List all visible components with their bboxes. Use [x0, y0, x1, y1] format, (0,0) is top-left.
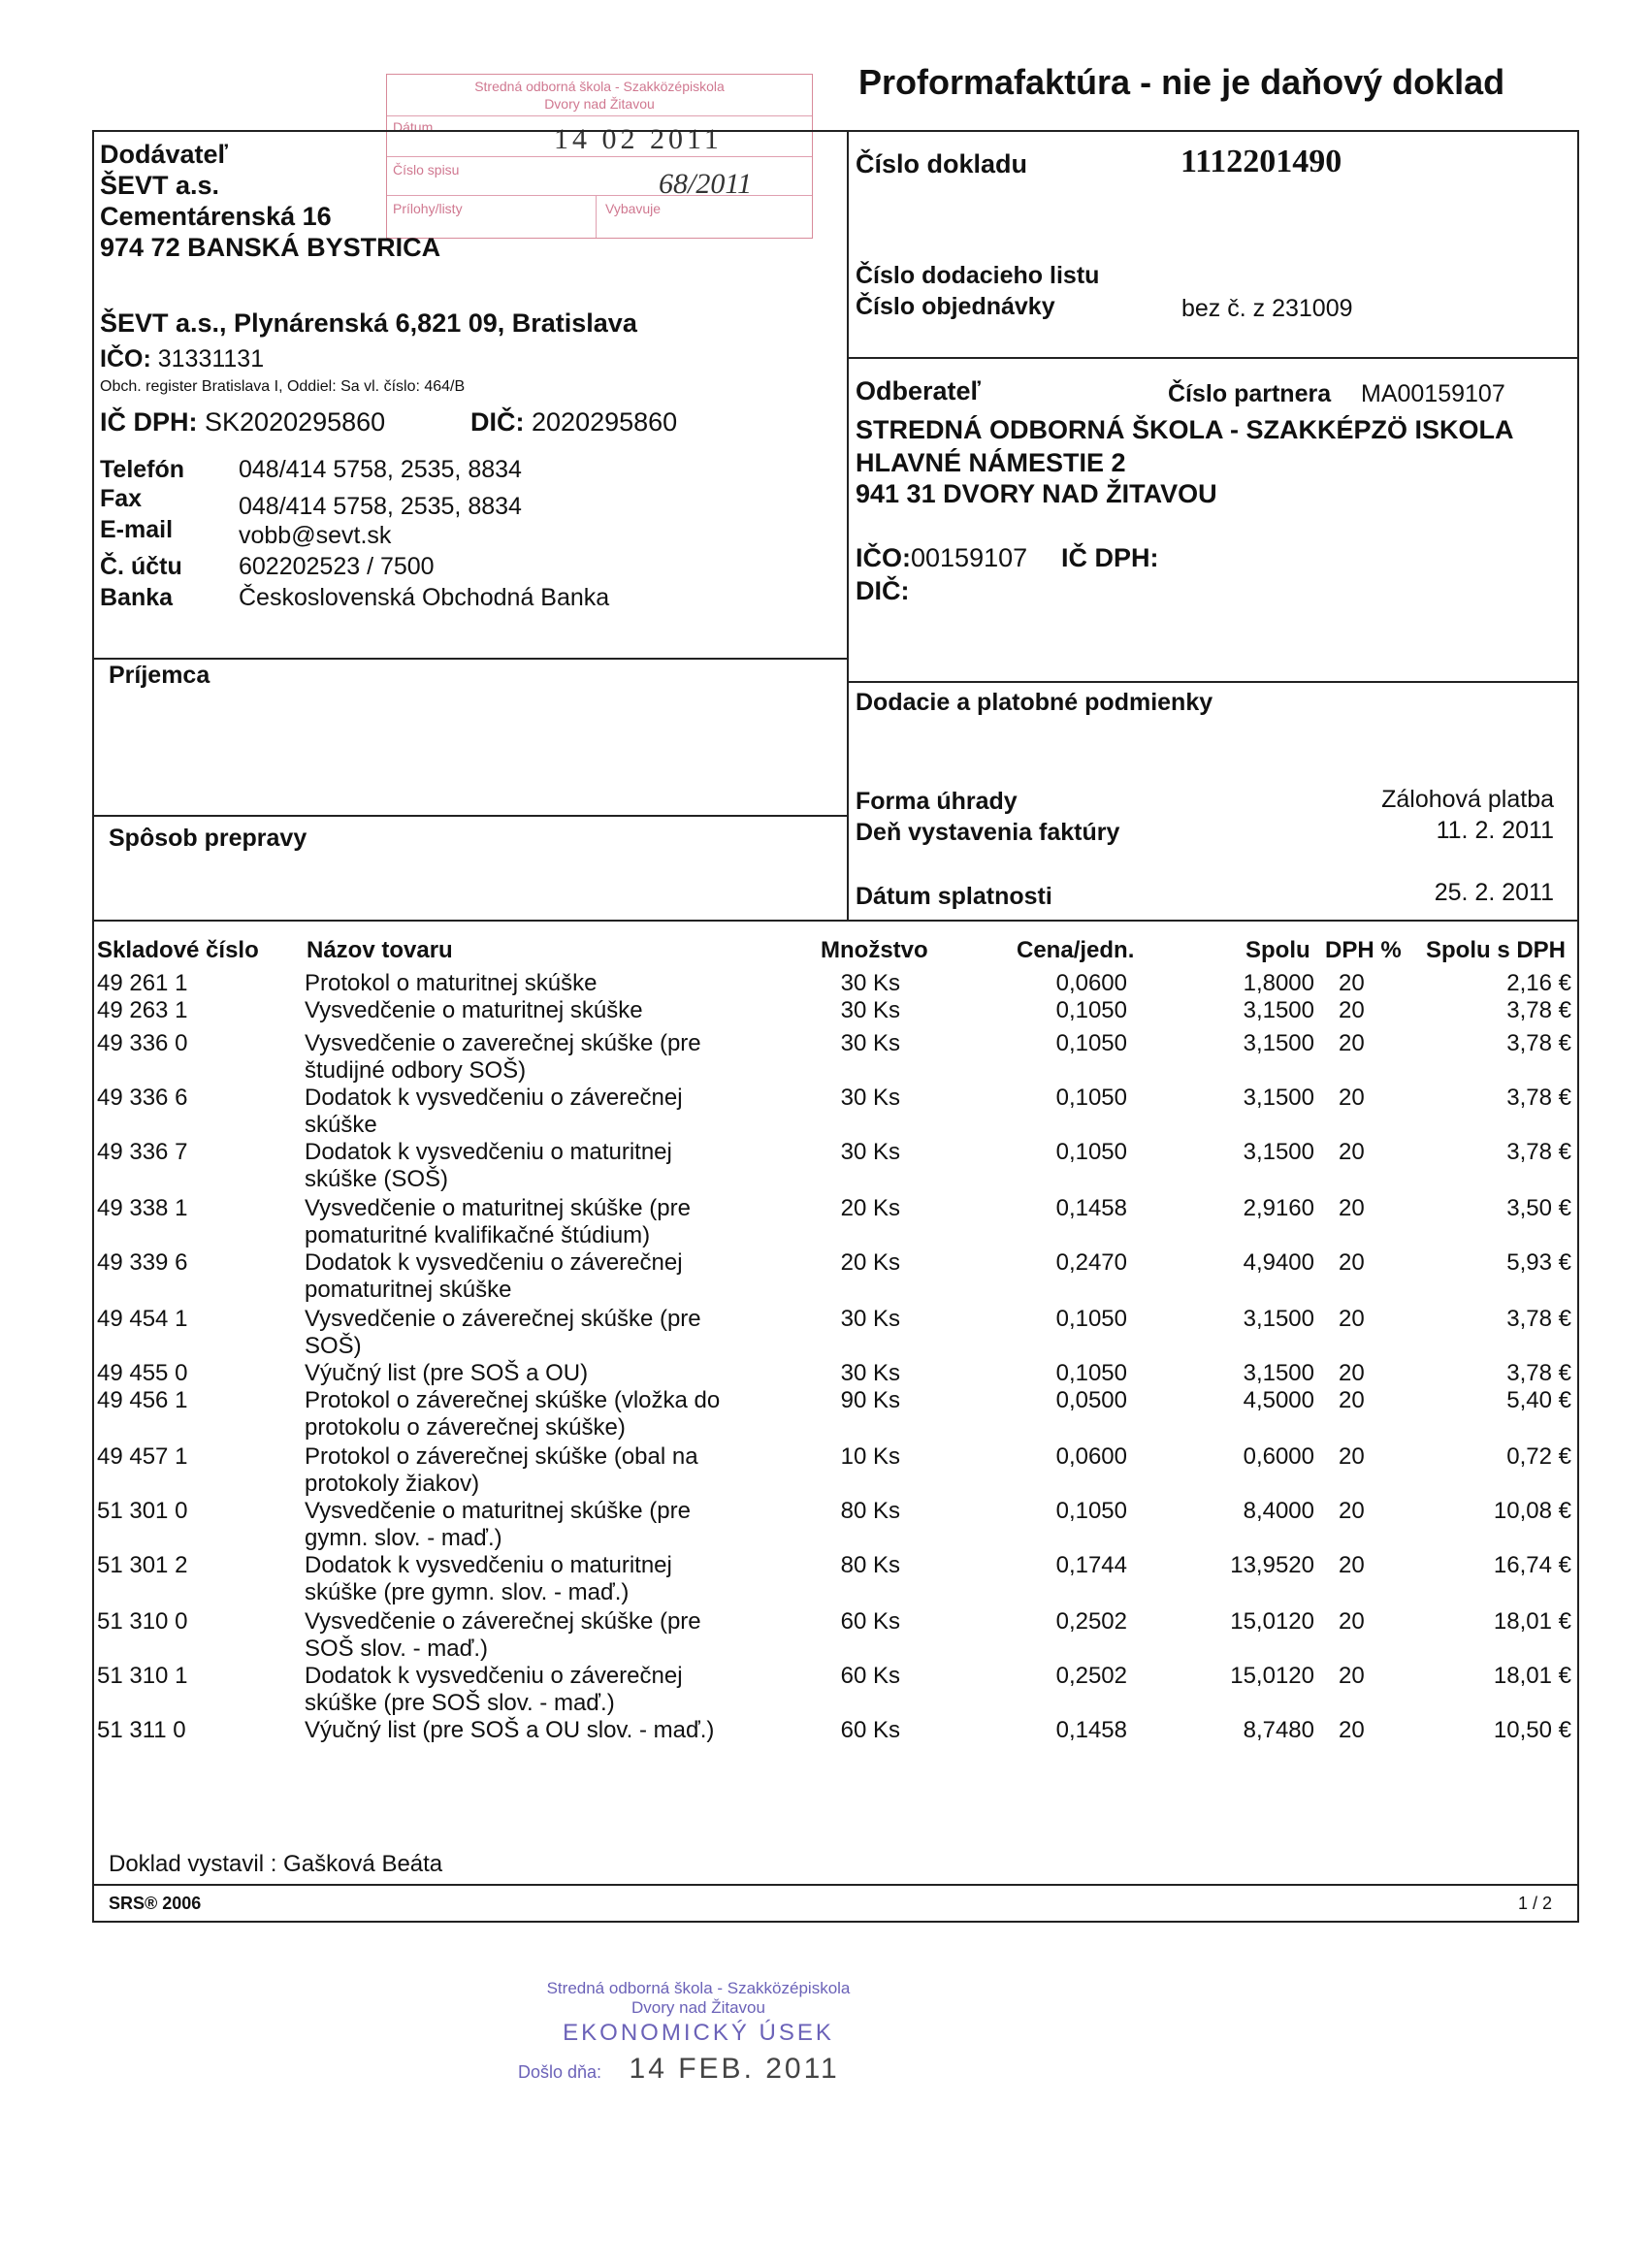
issue-date-label: Deň vystavenia faktúry	[856, 819, 1120, 846]
row-quantity: 60 Ks	[840, 1663, 900, 1689]
row-name: Vysvedčenie o maturitnej skúške	[305, 997, 643, 1023]
header-name: Názov tovaru	[307, 937, 453, 963]
row-sku: 49 456 1	[97, 1387, 188, 1413]
row-quantity: 30 Ks	[840, 1139, 900, 1165]
row-unit-price: 0,1458	[1055, 1717, 1127, 1743]
due-date-label: Dátum splatnosti	[856, 883, 1052, 910]
row-unit-price: 0,1050	[1055, 1306, 1127, 1332]
row-vat: 20	[1339, 970, 1365, 996]
row-unit-price: 0,0500	[1055, 1387, 1127, 1413]
supplier-fax: 048/414 5758, 2535, 8834	[239, 493, 522, 520]
supplier-icdph-label: IČ DPH:	[100, 407, 198, 437]
due-date: 25. 2. 2011	[1434, 879, 1554, 906]
supplier-bank: Československá Obchodná Banka	[239, 584, 610, 611]
row-total: 15,0120	[1230, 1663, 1314, 1689]
row-unit-price: 0,2502	[1055, 1608, 1127, 1635]
row-unit-price: 0,2470	[1055, 1249, 1127, 1276]
row-name: Dodatok k vysvedčeniu o záverečnej skúške (pre SOŠ slov. - maď.)	[305, 1663, 683, 1716]
row-sku: 51 310 0	[97, 1608, 188, 1635]
row-total-vat: 10,08 €	[1493, 1498, 1571, 1524]
supplier-icdph: SK2020295860	[205, 407, 386, 437]
row-unit-price: 0,0600	[1055, 970, 1127, 996]
row-quantity: 30 Ks	[840, 1360, 900, 1386]
row-total: 4,5000	[1243, 1387, 1314, 1413]
order-number-label: Číslo objednávky	[856, 293, 1055, 320]
row-total-vat: 3,78 €	[1506, 997, 1571, 1023]
row-vat: 20	[1339, 1085, 1365, 1111]
payment-form: Zálohová platba	[1381, 786, 1554, 813]
row-total-vat: 3,78 €	[1506, 1360, 1571, 1386]
row-total-vat: 3,78 €	[1506, 1085, 1571, 1111]
row-sku: 49 457 1	[97, 1443, 188, 1470]
row-total-vat: 10,50 €	[1493, 1717, 1571, 1743]
order-number: bez č. z 231009	[1181, 295, 1353, 322]
customer-dic-label: DIČ:	[856, 576, 910, 605]
row-vat: 20	[1339, 1360, 1365, 1386]
row-total: 8,7480	[1243, 1717, 1314, 1743]
transport-label: Spôsob prepravy	[109, 825, 307, 852]
row-vat: 20	[1339, 1249, 1365, 1276]
customer-ico: 00159107	[911, 543, 1028, 572]
row-vat: 20	[1339, 997, 1365, 1023]
row-total: 3,1500	[1243, 1085, 1314, 1111]
row-total: 4,9400	[1243, 1249, 1314, 1276]
delivery-note-label: Číslo dodacieho listu	[856, 262, 1100, 289]
issued-by: Doklad vystavil : Gašková Beáta	[109, 1851, 443, 1877]
stamp-school-name: Stredná odborná škola - Szakközépiskola	[474, 79, 725, 94]
stamp-date-handwritten: 14 02 2011	[554, 123, 723, 155]
row-sku: 51 310 1	[97, 1663, 188, 1689]
row-sku: 49 338 1	[97, 1195, 188, 1221]
row-quantity: 60 Ks	[840, 1717, 900, 1743]
row-name: Výučný list (pre SOŠ a OU)	[305, 1360, 589, 1386]
row-quantity: 10 Ks	[840, 1443, 900, 1470]
payment-form-label: Forma úhrady	[856, 788, 1018, 815]
row-name: Dodatok k vysvedčeniu o záverečnej skúške	[305, 1085, 683, 1138]
supplier-label: Dodávateľ	[100, 140, 228, 169]
row-quantity: 30 Ks	[840, 1306, 900, 1332]
row-vat: 20	[1339, 1717, 1365, 1743]
row-quantity: 60 Ks	[840, 1608, 900, 1635]
row-total: 13,9520	[1230, 1552, 1314, 1578]
row-total: 0,6000	[1243, 1443, 1314, 1470]
row-total-vat: 18,01 €	[1493, 1663, 1571, 1689]
row-vat: 20	[1339, 1443, 1365, 1470]
row-total: 1,8000	[1243, 970, 1314, 996]
row-quantity: 80 Ks	[840, 1498, 900, 1524]
header-total-vat: Spolu s DPH	[1426, 937, 1567, 963]
row-total: 3,1500	[1243, 1139, 1314, 1165]
row-sku: 49 454 1	[97, 1306, 188, 1332]
row-unit-price: 0,1744	[1055, 1552, 1127, 1578]
supplier-phone-label: Telefón	[100, 456, 185, 483]
supplier-dic: 2020295860	[532, 407, 678, 437]
received-stamp-date: 14 FEB. 2011	[629, 2053, 840, 2085]
row-vat: 20	[1339, 1030, 1365, 1056]
row-unit-price: 0,1050	[1055, 1360, 1127, 1386]
row-vat: 20	[1339, 1306, 1365, 1332]
row-name: Protokol o maturitnej skúške	[305, 970, 598, 996]
row-vat: 20	[1339, 1608, 1365, 1635]
row-sku: 51 301 2	[97, 1552, 188, 1578]
supplier-bank-label: Banka	[100, 584, 174, 611]
row-total-vat: 3,78 €	[1506, 1306, 1571, 1332]
row-unit-price: 0,0600	[1055, 1443, 1127, 1470]
row-sku: 51 311 0	[97, 1717, 186, 1743]
row-quantity: 30 Ks	[840, 1085, 900, 1111]
row-sku: 49 263 1	[97, 997, 188, 1023]
row-total: 3,1500	[1243, 1360, 1314, 1386]
customer-city: 941 31 DVORY NAD ŽITAVOU	[856, 479, 1217, 508]
row-unit-price: 0,1050	[1055, 1030, 1127, 1056]
supplier-account: 602202523 / 7500	[239, 553, 435, 580]
header-vat: DPH %	[1325, 937, 1402, 963]
row-quantity: 80 Ks	[840, 1552, 900, 1578]
stamp-number-handwritten: 68/2011	[659, 168, 753, 200]
row-sku: 49 336 6	[97, 1085, 188, 1111]
customer-name: STREDNÁ ODBORNÁ ŠKOLA - SZAKKÉPZÖ ISKOLA	[856, 415, 1514, 444]
supplier-ico-label: IČO:	[100, 345, 151, 373]
row-unit-price: 0,2502	[1055, 1663, 1127, 1689]
row-quantity: 30 Ks	[840, 997, 900, 1023]
row-sku: 49 261 1	[97, 970, 188, 996]
row-name: Vysvedčenie o zaverečnej skúške (pre študijné odbory SOŠ)	[305, 1030, 701, 1084]
row-total-vat: 0,72 €	[1506, 1443, 1571, 1470]
row-name: Vysvedčenie o záverečnej skúške (pre SOŠ)	[305, 1306, 701, 1359]
row-quantity: 20 Ks	[840, 1195, 900, 1221]
recipient-label: Príjemca	[109, 662, 210, 689]
row-name: Vysvedčenie o maturitnej skúške (pre gymn. slov. - maď.)	[305, 1498, 691, 1551]
row-quantity: 30 Ks	[840, 970, 900, 996]
row-name: Dodatok k vysvedčeniu o maturitnej skúške (pre gymn. slov. - maď.)	[305, 1552, 672, 1605]
customer-ico-label: IČO:	[856, 543, 911, 572]
supplier-register: Obch. register Bratislava I, Oddiel: Sa vl. číslo: 464/B	[100, 378, 466, 395]
supplier-ico: 31331131	[157, 345, 265, 373]
row-unit-price: 0,1050	[1055, 1498, 1127, 1524]
row-total-vat: 5,40 €	[1506, 1387, 1571, 1413]
row-vat: 20	[1339, 1498, 1365, 1524]
row-total: 2,9160	[1243, 1195, 1314, 1221]
stamp-attachments-label: Prílohy/listy	[393, 201, 463, 216]
document-number: 1112201490	[1180, 144, 1342, 179]
row-total: 3,1500	[1243, 997, 1314, 1023]
recipient-box	[92, 658, 849, 922]
supplier-dic-label: DIČ:	[470, 407, 525, 437]
supplier-street: Cementárenská 16	[100, 202, 332, 231]
row-total-vat: 16,74 €	[1493, 1552, 1571, 1578]
row-sku: 51 301 0	[97, 1498, 188, 1524]
row-total-vat: 3,50 €	[1506, 1195, 1571, 1221]
customer-icdph-label: IČ DPH:	[1061, 543, 1159, 572]
received-stamp-department: EKONOMICKÝ ÚSEK	[563, 2020, 834, 2046]
document-number-label: Číslo dokladu	[856, 149, 1028, 178]
header-unit-price: Cena/jedn.	[1017, 937, 1135, 963]
row-sku: 49 455 0	[97, 1360, 188, 1386]
row-unit-price: 0,1458	[1055, 1195, 1127, 1221]
row-unit-price: 0,1050	[1055, 1085, 1127, 1111]
received-stamp-school: Stredná odborná škola - Szakközépiskola	[546, 1979, 851, 1997]
received-stamp	[504, 1979, 892, 2086]
row-total-vat: 3,78 €	[1506, 1139, 1571, 1165]
row-sku: 49 339 6	[97, 1249, 188, 1276]
row-quantity: 20 Ks	[840, 1249, 900, 1276]
row-total-vat: 5,93 €	[1506, 1249, 1571, 1276]
supplier-name: ŠEVT a.s.	[100, 171, 220, 200]
row-vat: 20	[1339, 1387, 1365, 1413]
terms-label: Dodacie a platobné podmienky	[856, 689, 1213, 716]
footer-software: SRS® 2006	[109, 1894, 202, 1913]
stamp-number-label: Číslo spisu	[393, 162, 460, 178]
header-total: Spolu	[1245, 937, 1310, 963]
supplier-city: 974 72 BANSKÁ BYSTRICA	[100, 233, 441, 262]
stamp-date-label: Dátum	[393, 119, 434, 135]
customer-street: HLAVNÉ NÁMESTIE 2	[856, 448, 1126, 477]
supplier-account-label: Č. účtu	[100, 553, 182, 580]
row-unit-price: 0,1050	[1055, 997, 1127, 1023]
row-total-vat: 2,16 €	[1506, 970, 1571, 996]
row-vat: 20	[1339, 1663, 1365, 1689]
customer-label: Odberateľ	[856, 376, 981, 405]
row-total-vat: 18,01 €	[1493, 1608, 1571, 1635]
received-stamp-label: Došlo dňa:	[518, 2062, 602, 2082]
row-vat: 20	[1339, 1195, 1365, 1221]
header-quantity: Množstvo	[821, 937, 928, 963]
partner-number-label: Číslo partnera	[1168, 380, 1332, 407]
issue-date: 11. 2. 2011	[1436, 817, 1554, 844]
partner-number: MA00159107	[1361, 380, 1505, 407]
row-name: Vysvedčenie o záverečnej skúške (pre SOŠ slov. - maď.)	[305, 1608, 701, 1662]
row-name: Vysvedčenie o maturitnej skúške (pre pomaturitné kvalifikačné štúdium)	[305, 1195, 691, 1248]
row-total: 3,1500	[1243, 1306, 1314, 1332]
row-quantity: 30 Ks	[840, 1030, 900, 1056]
stamp-school-town: Dvory nad Žitavou	[544, 96, 655, 112]
row-unit-price: 0,1050	[1055, 1139, 1127, 1165]
row-total: 3,1500	[1243, 1030, 1314, 1056]
page-number: 1 / 2	[1517, 1894, 1552, 1913]
row-name: Dodatok k vysvedčeniu o záverečnej pomaturitnej skúške	[305, 1249, 683, 1303]
row-total-vat: 3,78 €	[1506, 1030, 1571, 1056]
header-sku: Skladové číslo	[97, 937, 259, 963]
received-stamp-town: Dvory nad Žitavou	[631, 1998, 765, 2017]
row-vat: 20	[1339, 1552, 1365, 1578]
row-total: 15,0120	[1230, 1608, 1314, 1635]
document-title: Proformafaktúra - nie je daňový doklad	[858, 62, 1505, 102]
row-name: Protokol o záverečnej skúške (obal na protokoly žiakov)	[305, 1443, 698, 1497]
stamp-handler-label: Vybavuje	[605, 201, 662, 216]
row-name: Výučný list (pre SOŠ a OU slov. - maď.)	[305, 1717, 715, 1743]
supplier-phone: 048/414 5758, 2535, 8834	[239, 456, 522, 483]
supplier-email[interactable]: vobb@sevt.sk	[239, 522, 392, 549]
row-total: 8,4000	[1243, 1498, 1314, 1524]
row-sku: 49 336 0	[97, 1030, 188, 1056]
row-vat: 20	[1339, 1139, 1365, 1165]
row-sku: 49 336 7	[97, 1139, 188, 1165]
supplier-branch: ŠEVT a.s., Plynárenská 6,821 09, Bratislava	[100, 308, 637, 338]
supplier-email-label: E-mail	[100, 516, 174, 543]
row-name: Dodatok k vysvedčeniu o maturitnej skúške (SOŠ)	[305, 1139, 672, 1192]
row-quantity: 90 Ks	[840, 1387, 900, 1413]
row-name: Protokol o záverečnej skúške (vložka do protokolu o záverečnej skúške)	[305, 1387, 721, 1441]
supplier-fax-label: Fax	[100, 485, 143, 512]
